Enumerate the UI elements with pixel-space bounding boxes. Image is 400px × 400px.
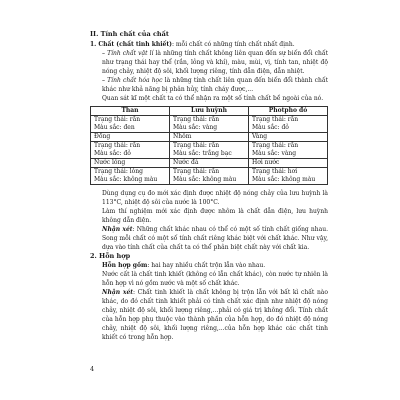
page-content [90, 30, 328, 342]
table-cell [91, 142, 170, 159]
table-intro: Quan sát kĩ một chất ta có thể nhận ra một số tính chất bề ngoài của nó. [102, 95, 324, 102]
mixture-definition-text: : hai hay nhiều chất trộn lẫn vào nhau. [147, 262, 266, 269]
sub1-line [90, 40, 328, 49]
cell-line: Hơi nước [252, 159, 280, 166]
observation-2-label: Nhận xét [102, 289, 134, 296]
observation-1 [90, 225, 328, 252]
table-header-row [91, 107, 328, 116]
observation-1-text: : Những chất khác nhau có thể có một số tính chất giống nhau. Song mỗi chất có một số tính chất riêng khác biệt với chất khác. Như vậy, dựa vào tính chất của chất ta có thể phân biệt chất này với chất kia. [102, 226, 328, 251]
cell-line: Màu sắc: không màu [173, 176, 237, 183]
properties-table [90, 106, 328, 185]
observation-1-label: Nhận xét [102, 226, 133, 233]
cell-line: Màu sắc: trắng bạc [173, 150, 232, 157]
cell-line: Màu sắc: không màu [94, 176, 158, 183]
cell-line: Nước đá [173, 159, 199, 166]
cell-line: Nhôm [173, 133, 192, 140]
table-cell [170, 133, 249, 142]
cell-line: Màu sắc: đỏ [94, 150, 131, 157]
cell-line: Màu sắc: đen [94, 124, 135, 131]
table-cell [170, 116, 249, 133]
table-cell [91, 133, 170, 142]
chemical-text: là những tính chất liên quan đến biến đổi thành chất khác như khả năng bị phân hủy, tính cháy được,... [102, 77, 328, 93]
mixture-definition [90, 261, 328, 270]
cell-line: Trạng thái: rắn [94, 142, 141, 149]
cell-line: Màu sắc: vàng [173, 124, 218, 131]
cell-line: Màu sắc: không màu [252, 176, 316, 183]
table-cell [249, 133, 328, 142]
cell-line: Trạng thái: lỏng [94, 168, 143, 175]
cell-line: Trạng thái: rắn [173, 168, 220, 175]
table-header-cell: Photpho đỏ [249, 107, 328, 116]
table-cell [91, 168, 170, 185]
physical-term: – Tính chất vật lí [102, 50, 154, 57]
cell-line: Trạng thái: rắn [173, 116, 220, 123]
table-cell [170, 159, 249, 168]
table-cell [249, 168, 328, 185]
table-cell [170, 142, 249, 159]
table-cell [249, 116, 328, 133]
observation-2-text: : Chất tinh khiết là chất không bị trộn lẫn với bất kì chất nào khác, do đó chất tinh khiết phải có tính chất xác định như nhiệt độ nóng chảy, nhiệt độ sôi, khối lượng riêng,...phải có giá trị không đổi. Tính chất của hỗn hợp phụ thuộc vào thành phần của hỗn hợp, do đó nhiệt độ nóng chảy, nhiệt độ sôi, khối lượng riêng,...của hỗn hợp khác các chất tinh khiết có trong hỗn hợp. [102, 289, 328, 341]
cell-line: Màu sắc: vàng [252, 150, 297, 157]
sub1-heading: 1. Chất (chất tinh khiết) [90, 41, 172, 48]
table-cell [91, 159, 170, 168]
cell-line: Màu sắc: đỏ [252, 124, 289, 131]
table-row [91, 142, 328, 159]
cell-line: Nước lỏng [94, 159, 126, 166]
bullet-chemical [90, 76, 328, 94]
cell-line: Trạng thái: rắn [252, 116, 299, 123]
mixture-definition-label: Hỗn hợp gồm [102, 262, 148, 269]
section-title: II. Tính chất của chất [90, 30, 169, 38]
physical-text: là những tính chất không liên quan đến sự biến đổi chất như trạng thái hay thể (rắn, lỏng và khí), màu, mùi, vị, tính tan, nhiệt độ nóng chảy, nhiệt độ sôi, khối lượng riêng, tính dẫn điện, dẫn nhiệt. [102, 50, 328, 75]
table-row [91, 159, 328, 168]
table-cell [249, 142, 328, 159]
cell-line: Đồng [94, 133, 111, 140]
distilled-water-paragraph: Nước cất là chất tinh khiết (không có lẫn chất khác), còn nước tự nhiên là hỗn hợp vì nó gồm nước và một số chất khác. [102, 271, 328, 287]
cell-line: Trạng thái: rắn [173, 142, 220, 149]
observation-2 [90, 288, 328, 342]
table-row [91, 133, 328, 142]
cell-line: Trạng thái: rắn [94, 116, 141, 123]
table-cell [91, 116, 170, 133]
table-cell [170, 168, 249, 185]
melting-point-paragraph: Dùng dụng cụ đo mới xác định được nhiệt độ nóng chảy của lưu huỳnh là 113°C, nhiệt độ sôi của nước là 100°C. [102, 190, 328, 206]
table-header-cell: Than [91, 107, 170, 116]
table-cell [249, 159, 328, 168]
chemical-term: – Tính chất hóa học [102, 77, 163, 84]
bullet-physical [90, 49, 328, 76]
table-row [91, 168, 328, 185]
mixture-heading: 2. Hỗn hợp [90, 252, 131, 260]
sub1-text: : mỗi chất có những tính chất nhất định. [171, 41, 295, 48]
conductivity-paragraph: Làm thí nghiệm mới xác định được nhôm là chất dẫn điện, lưu huỳnh không dẫn điện. [102, 208, 328, 224]
cell-line: Trạng thái: hơi [252, 168, 298, 175]
table-header-cell: Lưu huỳnh [170, 107, 249, 116]
cell-line: Vàng [252, 133, 268, 140]
page-number: 4 [90, 365, 95, 373]
table-row [91, 116, 328, 133]
cell-line: Trạng thái: rắn [252, 142, 299, 149]
